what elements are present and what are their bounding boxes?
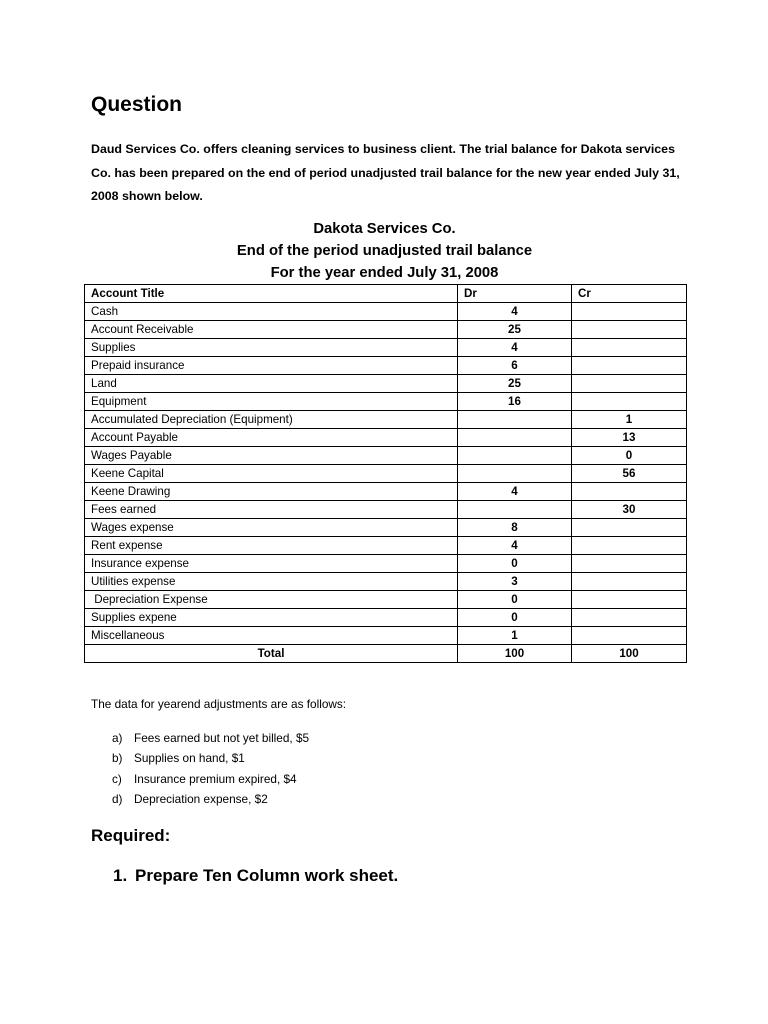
cr-cell <box>572 357 687 375</box>
cr-cell: 56 <box>572 465 687 483</box>
cr-cell <box>572 555 687 573</box>
list-item-text: Insurance premium expired, $4 <box>134 771 297 786</box>
dr-cell <box>458 447 572 465</box>
adjustments-list <box>112 729 309 810</box>
list-item <box>112 790 309 810</box>
dr-cell <box>458 411 572 429</box>
table-row <box>85 465 687 483</box>
table-row <box>85 501 687 519</box>
table-row <box>85 555 687 573</box>
table-row <box>85 429 687 447</box>
account-cell: Land <box>85 375 458 393</box>
account-cell: Equipment <box>85 393 458 411</box>
cr-cell <box>572 591 687 609</box>
account-cell: Miscellaneous <box>85 627 458 645</box>
table-row <box>85 321 687 339</box>
dr-cell: 16 <box>458 393 572 411</box>
account-cell: Prepaid insurance <box>85 357 458 375</box>
account-cell: Fees earned <box>85 501 458 519</box>
account-cell: Account Receivable <box>85 321 458 339</box>
account-cell: Utilities expense <box>85 573 458 591</box>
cr-cell <box>572 483 687 501</box>
cr-cell: 30 <box>572 501 687 519</box>
table-row <box>85 483 687 501</box>
table-row <box>85 375 687 393</box>
dr-cell: 8 <box>458 519 572 537</box>
required-heading: Required: <box>91 826 171 845</box>
dr-cell <box>458 501 572 519</box>
list-item-marker: c) <box>112 771 122 786</box>
cr-cell: 1 <box>572 411 687 429</box>
dr-cell: 1 <box>458 627 572 645</box>
dr-cell: 3 <box>458 573 572 591</box>
list-item-marker: d) <box>112 791 123 806</box>
company-name: Dakota Services Co. <box>313 221 456 237</box>
cr-cell <box>572 321 687 339</box>
statement-period: For the year ended July 31, 2008 <box>270 265 499 281</box>
dr-cell: 0 <box>458 609 572 627</box>
dr-cell: 6 <box>458 357 572 375</box>
cr-cell <box>572 393 687 411</box>
required-task <box>113 866 398 886</box>
account-cell: Wages expense <box>85 519 458 537</box>
account-cell: Rent expense <box>85 537 458 555</box>
total-row <box>85 645 687 663</box>
table-row <box>85 591 687 609</box>
account-cell: Supplies <box>85 339 458 357</box>
cr-cell <box>572 519 687 537</box>
account-cell: Depreciation Expense <box>85 591 458 609</box>
total-cr: 100 <box>572 645 687 663</box>
adjustments-intro: The data for yearend adjustments are as follows: <box>91 697 347 711</box>
dr-cell: 4 <box>458 303 572 321</box>
cr-cell <box>572 573 687 591</box>
account-cell: Wages Payable <box>85 447 458 465</box>
header-dr: Dr <box>458 285 572 303</box>
dr-cell: 4 <box>458 483 572 501</box>
table-row <box>85 303 687 321</box>
cr-cell <box>572 375 687 393</box>
list-item-text: Supplies on hand, $1 <box>134 751 245 766</box>
cr-cell <box>572 537 687 555</box>
statement-title-block <box>84 218 685 284</box>
account-cell: Supplies expene <box>85 609 458 627</box>
table-header-row <box>85 285 687 303</box>
cr-cell <box>572 609 687 627</box>
list-item <box>112 749 309 769</box>
cr-cell: 0 <box>572 447 687 465</box>
total-label: Total <box>85 645 458 663</box>
list-item <box>112 770 309 790</box>
list-item <box>112 729 309 749</box>
table-row <box>85 447 687 465</box>
dr-cell <box>458 429 572 447</box>
cr-cell <box>572 339 687 357</box>
account-cell: Accumulated Depreciation (Equipment) <box>85 411 458 429</box>
dr-cell: 0 <box>458 591 572 609</box>
table-row <box>85 627 687 645</box>
header-account-title: Account Title <box>85 285 458 303</box>
dr-cell: 25 <box>458 321 572 339</box>
intro-paragraph: Daud Services Co. offers cleaning services to business client. The trial balance for Dakota services Co. has been prepared on the end of period unadjusted trail balance for the new year ended July 31, 2008 shown below. <box>91 142 680 203</box>
question-heading: Question <box>91 93 183 116</box>
table-row <box>85 339 687 357</box>
list-item-text: Fees earned but not yet billed, $5 <box>134 731 310 745</box>
list-item-marker: b) <box>112 751 123 766</box>
table-row <box>85 357 687 375</box>
cr-cell <box>572 627 687 645</box>
table-row <box>85 609 687 627</box>
dr-cell: 4 <box>458 339 572 357</box>
dr-cell: 0 <box>458 555 572 573</box>
table-row <box>85 573 687 591</box>
task-text: Prepare Ten Column work sheet. <box>135 866 399 885</box>
list-item-text: Depreciation expense, $2 <box>134 791 268 806</box>
account-cell: Insurance expense <box>85 555 458 573</box>
dr-cell <box>458 465 572 483</box>
table-row <box>85 537 687 555</box>
dr-cell: 25 <box>458 375 572 393</box>
task-number: 1. <box>113 866 128 885</box>
list-item-marker: a) <box>112 731 123 745</box>
header-cr: Cr <box>572 285 687 303</box>
account-cell: Cash <box>85 303 458 321</box>
cr-cell: 13 <box>572 429 687 447</box>
dr-cell: 4 <box>458 537 572 555</box>
account-cell: Keene Drawing <box>85 483 458 501</box>
account-cell: Keene Capital <box>85 465 458 483</box>
statement-subtitle: End of the period unadjusted trail balance <box>236 243 533 259</box>
total-dr: 100 <box>458 645 572 663</box>
trial-balance-table <box>84 284 687 663</box>
table-row <box>85 519 687 537</box>
table-row <box>85 411 687 429</box>
table-row <box>85 393 687 411</box>
account-cell: Account Payable <box>85 429 458 447</box>
cr-cell <box>572 303 687 321</box>
